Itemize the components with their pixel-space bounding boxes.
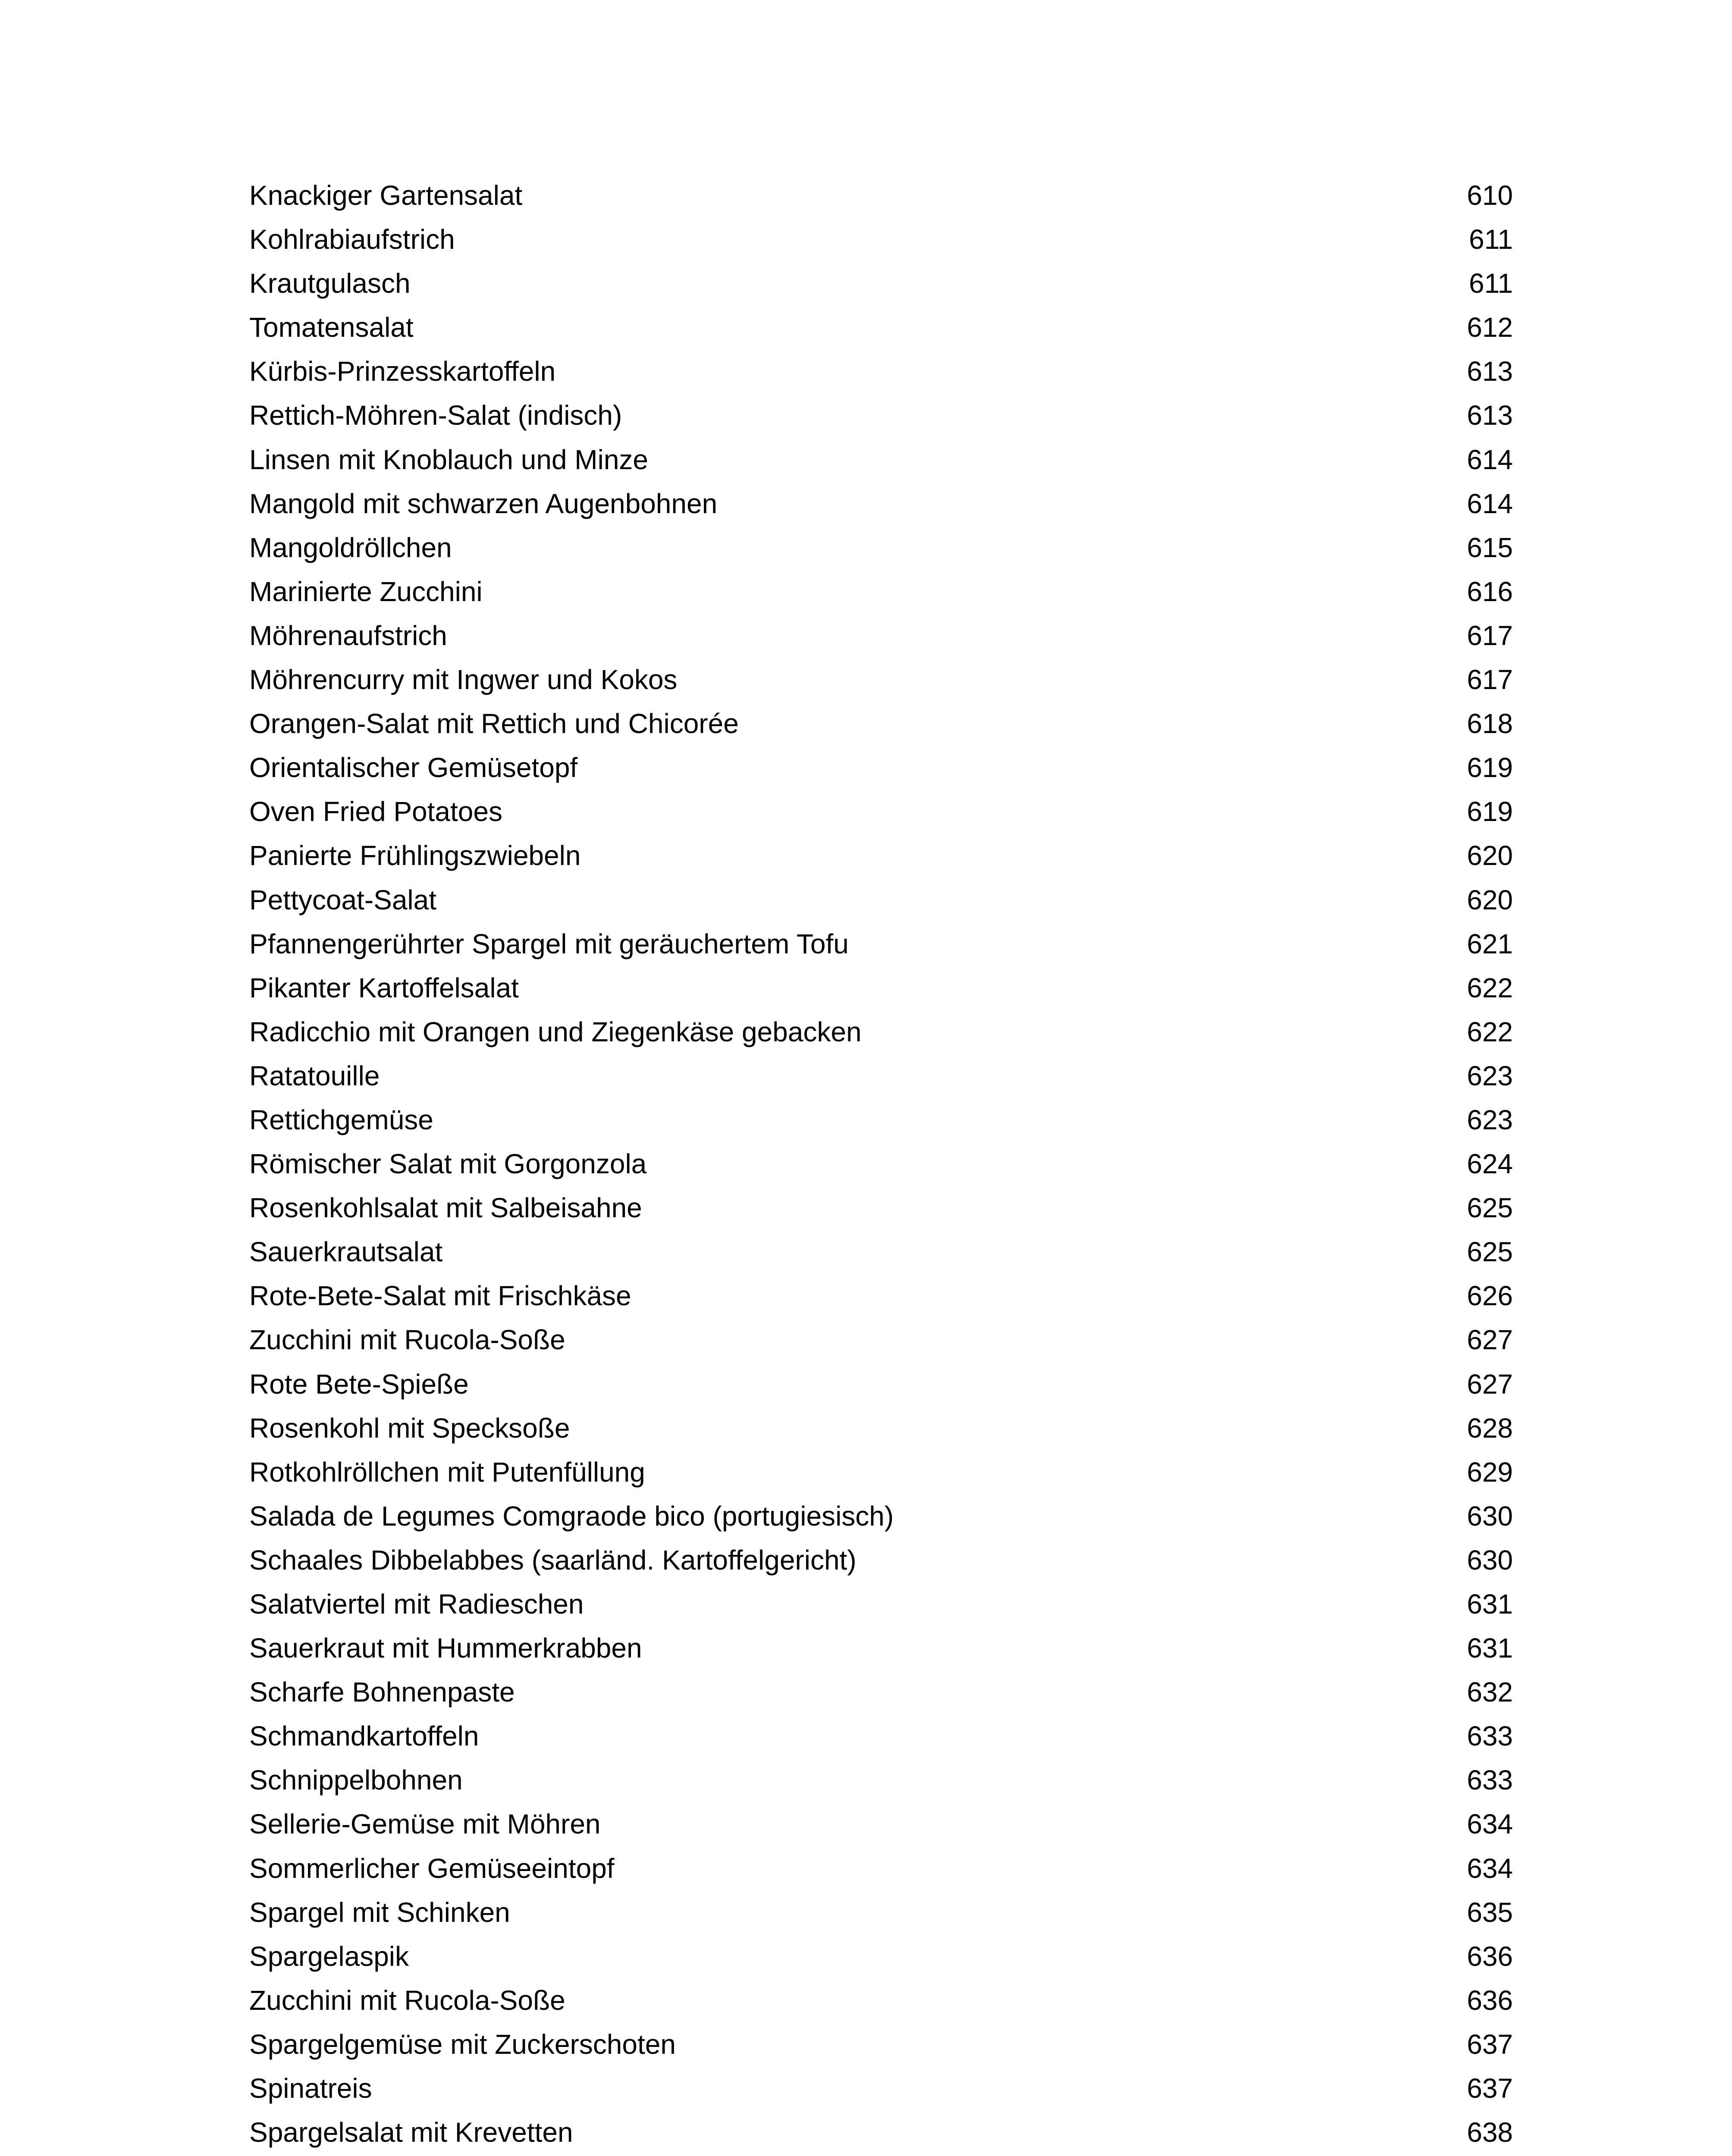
toc-entry-page: 632	[1467, 1677, 1513, 1708]
toc-entry-title: Orangen-Salat mit Rettich und Chicorée	[249, 708, 739, 740]
toc-entry-title: Ratatouille	[249, 1060, 380, 1091]
toc-entry-title: Radicchio mit Orangen und Ziegenkäse gebacken	[249, 1016, 862, 1047]
toc-entry-page: 633	[1467, 1764, 1513, 1796]
toc-entry-page: 617	[1467, 620, 1513, 651]
toc-entry	[249, 702, 1513, 746]
toc-entry-title: Spargelaspik	[249, 1940, 409, 1972]
toc-entry-title: Knackiger Gartensalat	[249, 180, 523, 211]
toc-entry-page: 627	[1467, 1368, 1513, 1400]
toc-entry	[249, 1978, 1513, 2022]
toc-entry	[249, 1890, 1513, 1934]
toc-entry-title: Sauerkrautsalat	[249, 1236, 443, 1268]
toc-entry-page: 636	[1467, 1940, 1513, 1972]
toc-entry	[249, 1802, 1513, 1846]
toc-entry-title: Möhrencurry mit Ingwer und Kokos	[249, 664, 678, 696]
toc-entry-page: 636	[1467, 1984, 1513, 2016]
toc-entry	[249, 1450, 1513, 1494]
toc-entry	[249, 305, 1513, 349]
toc-entry-page: 621	[1467, 928, 1513, 959]
toc-entry-title: Pettycoat-Salat	[249, 884, 436, 915]
toc-entry-page: 623	[1467, 1060, 1513, 1091]
toc-entry-page: 627	[1467, 1324, 1513, 1356]
toc-entry	[249, 2022, 1513, 2066]
toc-entry	[249, 1010, 1513, 1054]
toc-entry	[249, 1846, 1513, 1890]
toc-entry-title: Pfannengerührter Spargel mit geräuchertem Tofu	[249, 928, 849, 959]
toc-entry-title: Zucchini mit Rucola-Soße	[249, 1324, 565, 1356]
toc-entry-page: 634	[1467, 1808, 1513, 1840]
toc-entry	[249, 173, 1513, 217]
toc-entry-title: Spargelsalat mit Krevetten	[249, 2117, 573, 2148]
toc-entry	[249, 614, 1513, 658]
toc-entry-page: 616	[1467, 576, 1513, 607]
toc-entry	[249, 878, 1513, 922]
toc-entry-title: Kohlrabiaufstrich	[249, 224, 455, 255]
toc-entry	[249, 261, 1513, 305]
toc-entry-page: 624	[1467, 1148, 1513, 1180]
toc-entry-page: 613	[1467, 400, 1513, 431]
toc-entry-title: Rote Bete-Spieße	[249, 1368, 469, 1400]
toc-entry-title: Spinatreis	[249, 2073, 372, 2104]
toc-entry-title: Schnippelbohnen	[249, 1764, 463, 1796]
toc-entry-title: Sellerie-Gemüse mit Möhren	[249, 1808, 601, 1840]
toc-entry-page: 620	[1467, 840, 1513, 871]
toc-entry-page: 631	[1467, 1589, 1513, 1620]
toc-entry	[249, 1318, 1513, 1362]
toc-entry-page: 630	[1467, 1544, 1513, 1576]
toc-entry-title: Rettichgemüse	[249, 1104, 433, 1135]
toc-entry-title: Spargelgemüse mit Zuckerschoten	[249, 2028, 676, 2060]
table-of-contents	[249, 173, 1513, 2156]
toc-entry-title: Spargel mit Schinken	[249, 1896, 510, 1928]
toc-entry-page: 638	[1467, 2117, 1513, 2148]
toc-entry-title: Linsen mit Knoblauch und Minze	[249, 444, 648, 475]
toc-entry-title: Zucchini mit Rucola-Soße	[249, 1984, 565, 2016]
toc-entry-title: Salada de Legumes Comgraode bico (portugiesisch)	[249, 1500, 894, 1532]
toc-entry	[249, 1714, 1513, 1758]
toc-entry-page: 618	[1467, 708, 1513, 740]
toc-entry	[249, 746, 1513, 790]
toc-entry-page: 611	[1468, 224, 1513, 255]
toc-entry-page: 619	[1467, 752, 1513, 783]
toc-entry-page: 610	[1467, 180, 1513, 211]
toc-entry-title: Römischer Salat mit Gorgonzola	[249, 1148, 647, 1180]
toc-entry	[249, 1538, 1513, 1582]
toc-entry-page: 635	[1467, 1896, 1513, 1928]
toc-entry	[249, 1582, 1513, 1626]
toc-entry	[249, 1098, 1513, 1142]
toc-entry-page: 611	[1468, 268, 1513, 299]
toc-entry	[249, 658, 1513, 702]
toc-entry	[249, 790, 1513, 834]
toc-entry	[249, 1758, 1513, 1802]
toc-entry	[249, 393, 1513, 437]
toc-entry-title	[249, 2154, 1467, 2156]
toc-entry-title: Panierte Frühlingszwiebeln	[249, 840, 581, 871]
toc-entry-title: Oven Fried Potatoes	[249, 796, 502, 827]
toc-entry-page: 612	[1467, 312, 1513, 343]
toc-entry-title: Schmandkartoffeln	[249, 1720, 479, 1752]
toc-entry	[249, 1230, 1513, 1274]
toc-entry-page: 631	[1467, 1633, 1513, 1664]
toc-entry-page: 637	[1467, 2073, 1513, 2104]
toc-entry-title: Schaales Dibbelabbes (saarländ. Kartoffelgericht)	[249, 1544, 857, 1576]
toc-entry	[249, 922, 1513, 966]
toc-entry-title: Krautgulasch	[249, 268, 411, 299]
toc-entry-page: 614	[1467, 444, 1513, 475]
toc-entry-title: Orientalischer Gemüsetopf	[249, 752, 578, 783]
toc-entry	[249, 349, 1513, 393]
toc-entry	[249, 2154, 1513, 2156]
toc-entry-page: 620	[1467, 884, 1513, 915]
toc-entry-title: Rettich-Möhren-Salat (indisch)	[249, 400, 622, 431]
toc-entry-title: Rotkohlröllchen mit Putenfüllung	[249, 1456, 645, 1488]
toc-entry-page: 626	[1467, 1280, 1513, 1312]
toc-entry-title: Mangold mit schwarzen Augenbohnen	[249, 488, 718, 519]
toc-entry	[249, 2110, 1513, 2154]
toc-entry-page: 634	[1467, 1852, 1513, 1884]
toc-entry-title: Salatviertel mit Radieschen	[249, 1589, 584, 1620]
toc-entry	[249, 1406, 1513, 1450]
toc-entry	[249, 526, 1513, 570]
toc-entry	[249, 217, 1513, 261]
toc-entry-title: Möhrenaufstrich	[249, 620, 447, 651]
toc-entry	[249, 438, 1513, 482]
toc-entry	[249, 1142, 1513, 1186]
toc-entry-page: 628	[1467, 1412, 1513, 1444]
toc-entry-title: Mangoldröllchen	[249, 532, 452, 563]
toc-entry-page: 630	[1467, 1500, 1513, 1532]
toc-entry-title: Sommerlicher Gemüseeintopf	[249, 1852, 615, 1884]
toc-entry-page: 625	[1467, 1192, 1513, 1224]
toc-entry	[249, 1670, 1513, 1714]
toc-entry	[249, 482, 1513, 526]
toc-entry-page	[1467, 2154, 1513, 2156]
toc-entry-title: Sauerkraut mit Hummerkrabben	[249, 1633, 642, 1664]
toc-entry-page: 629	[1467, 1456, 1513, 1488]
toc-entry	[249, 1494, 1513, 1538]
toc-entry-page: 622	[1467, 972, 1513, 1003]
toc-entry	[249, 2066, 1513, 2110]
toc-entry-title: Rosenkohlsalat mit Salbeisahne	[249, 1192, 642, 1224]
toc-entry	[249, 1626, 1513, 1670]
toc-entry	[249, 1054, 1513, 1098]
toc-entry	[249, 1362, 1513, 1406]
toc-entry-title: Pikanter Kartoffelsalat	[249, 972, 519, 1003]
toc-entry	[249, 1274, 1513, 1318]
toc-entry-page: 619	[1467, 796, 1513, 827]
toc-entry-title: Scharfe Bohnenpaste	[249, 1677, 515, 1708]
toc-entry-page: 622	[1467, 1016, 1513, 1047]
toc-entry-page: 617	[1467, 664, 1513, 696]
toc-entry-title: Rote-Bete-Salat mit Frischkäse	[249, 1280, 631, 1312]
toc-entry	[249, 570, 1513, 614]
toc-entry	[249, 834, 1513, 877]
toc-entry-page: 633	[1467, 1720, 1513, 1752]
toc-entry-title: Marinierte Zucchini	[249, 576, 483, 607]
toc-entry-page: 613	[1467, 356, 1513, 387]
toc-entry-title: Kürbis-Prinzesskartoffeln	[249, 356, 556, 387]
toc-entry-title: Rosenkohl mit Specksoße	[249, 1412, 570, 1444]
toc-entry-page: 623	[1467, 1104, 1513, 1135]
toc-entry	[249, 966, 1513, 1010]
toc-entry-title: Tomatensalat	[249, 312, 414, 343]
toc-entry	[249, 1186, 1513, 1230]
toc-entry-page: 637	[1467, 2028, 1513, 2060]
toc-entry-page: 625	[1467, 1236, 1513, 1268]
toc-entry-page: 614	[1467, 488, 1513, 519]
toc-entry	[249, 1934, 1513, 1978]
toc-entry-page: 615	[1467, 532, 1513, 563]
